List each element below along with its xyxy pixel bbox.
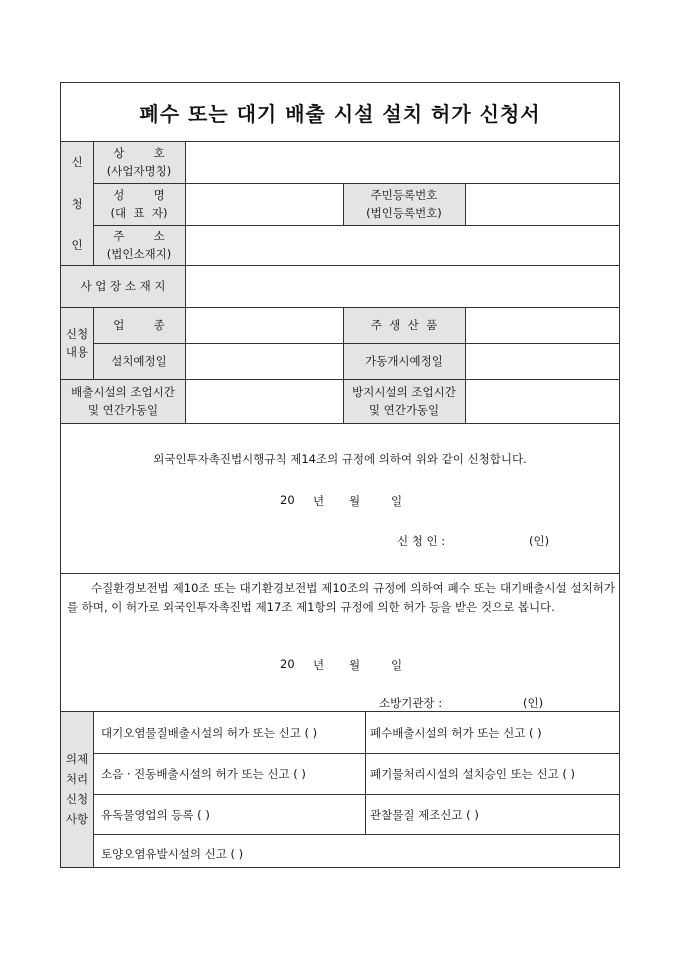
deemed-item-observed-substance[interactable]: 관찰물질 제조신고 ( )	[370, 808, 479, 822]
address-label	[93, 225, 185, 265]
emission-hours-field[interactable]	[185, 379, 343, 423]
site-address-label: 사 업 장 소 재 지	[80, 279, 166, 293]
applicant-seal: (인)	[529, 534, 550, 548]
emission-hours-label-line2: 및 연간가동일	[87, 403, 159, 417]
registration-field[interactable]	[465, 183, 619, 225]
deemed-group-label	[61, 711, 93, 867]
approval-text: 수질환경보전법 제10조 또는 대기환경보전법 제10조의 규정에 의하여 폐수 또는 대기배출시설 설치허가를 하며, 이 허가로 외국인투자촉진법 제17조 제1항의 규정에 의한 허가 등을 받은 것으로 봅니다.	[67, 581, 615, 614]
prevention-hours-label-line2: 및 연간가동일	[368, 403, 440, 417]
registration-label-line1: 주민등록번호	[370, 188, 438, 202]
deemed-group-label-4: 사항	[65, 812, 89, 826]
request-group-label	[61, 307, 93, 379]
install-date-field[interactable]	[185, 343, 343, 379]
approval-date-day-label: 일	[391, 658, 403, 672]
representative-label-line1: 성 명	[113, 188, 165, 202]
deemed-item-air-emission[interactable]: 대기오염물질배출시설의 허가 또는 신고 ( )	[101, 726, 318, 740]
representative-label	[93, 183, 185, 225]
address-label-line1: 주 소	[113, 229, 165, 243]
site-address-field[interactable]	[185, 265, 619, 307]
declaration-date-day-label: 일	[391, 494, 403, 508]
company-name-field[interactable]	[185, 141, 619, 183]
declaration-date-year: 20	[280, 493, 295, 507]
approval-date-month-label: 월	[349, 658, 361, 672]
deemed-group-label-1: 의제	[65, 752, 89, 766]
request-group-label-line1: 신청	[65, 327, 89, 341]
declaration-text: 외국인투자촉진법시행규칙 제14조의 규정에 의하여 위와 같이 신청합니다.	[153, 452, 527, 466]
applicant-signature-label: 신 청 인 :	[397, 534, 446, 548]
address-label-line2: (법인소재지)	[106, 247, 172, 261]
declaration-date-month-label: 월	[349, 494, 361, 508]
main-product-label: 주 생 산 품	[370, 318, 438, 332]
declaration-date-year-label: 년	[313, 494, 325, 508]
applicant-group-label-2: 청	[71, 197, 83, 211]
emission-hours-label	[61, 379, 185, 423]
applicant-group-label-3: 인	[71, 238, 83, 252]
install-date-label: 설치예정일	[111, 354, 167, 368]
representative-field[interactable]	[185, 183, 343, 225]
deemed-group-label-3: 신청	[65, 792, 89, 806]
form-title: 폐수 또는 대기 배출 시설 설치 허가 신청서	[139, 101, 541, 126]
industry-field[interactable]	[185, 307, 343, 343]
main-product-field[interactable]	[465, 307, 619, 343]
deemed-item-soil-pollution[interactable]: 토양오염유발시설의 신고 ( )	[101, 847, 244, 861]
emission-hours-label-line1: 배출시설의 조업시간	[71, 385, 175, 399]
company-name-label-line2: (사업자명칭)	[106, 164, 172, 178]
deemed-item-waste-facility[interactable]: 폐기물처리시설의 설치승인 또는 신고 ( )	[370, 767, 575, 781]
request-group-label-line2: 내용	[65, 345, 89, 359]
prevention-hours-label	[343, 379, 465, 423]
deemed-group-label-2: 처리	[65, 772, 89, 786]
application-form	[60, 82, 620, 868]
approval-date-year: 20	[280, 657, 295, 671]
prevention-hours-field[interactable]	[465, 379, 619, 423]
registration-label	[343, 183, 465, 225]
approval-date-year-label: 년	[313, 658, 325, 672]
representative-label-line2: (대 표 자)	[110, 206, 168, 220]
company-name-label	[93, 141, 185, 183]
address-field[interactable]	[185, 225, 619, 265]
company-name-label-line1: 상 호	[113, 146, 165, 160]
operation-start-field[interactable]	[465, 343, 619, 379]
authority-seal: (인)	[523, 696, 544, 710]
registration-label-line2: (법인등록번호)	[366, 206, 442, 220]
industry-label: 업 종	[113, 318, 165, 332]
operation-start-label: 가동개시예정일	[365, 354, 443, 368]
applicant-group-label-1: 신	[71, 155, 83, 169]
authority-label: 소방기관장 :	[379, 696, 443, 710]
deemed-item-wastewater[interactable]: 폐수배출시설의 허가 또는 신고 ( )	[370, 726, 542, 740]
deemed-item-toxic-business[interactable]: 유독물영업의 등록 ( )	[101, 808, 210, 822]
deemed-item-noise-vibration[interactable]: 소음 · 진동배출시설의 허가 또는 신고 ( )	[101, 767, 306, 781]
prevention-hours-label-line1: 방지시설의 조업시간	[352, 385, 456, 399]
